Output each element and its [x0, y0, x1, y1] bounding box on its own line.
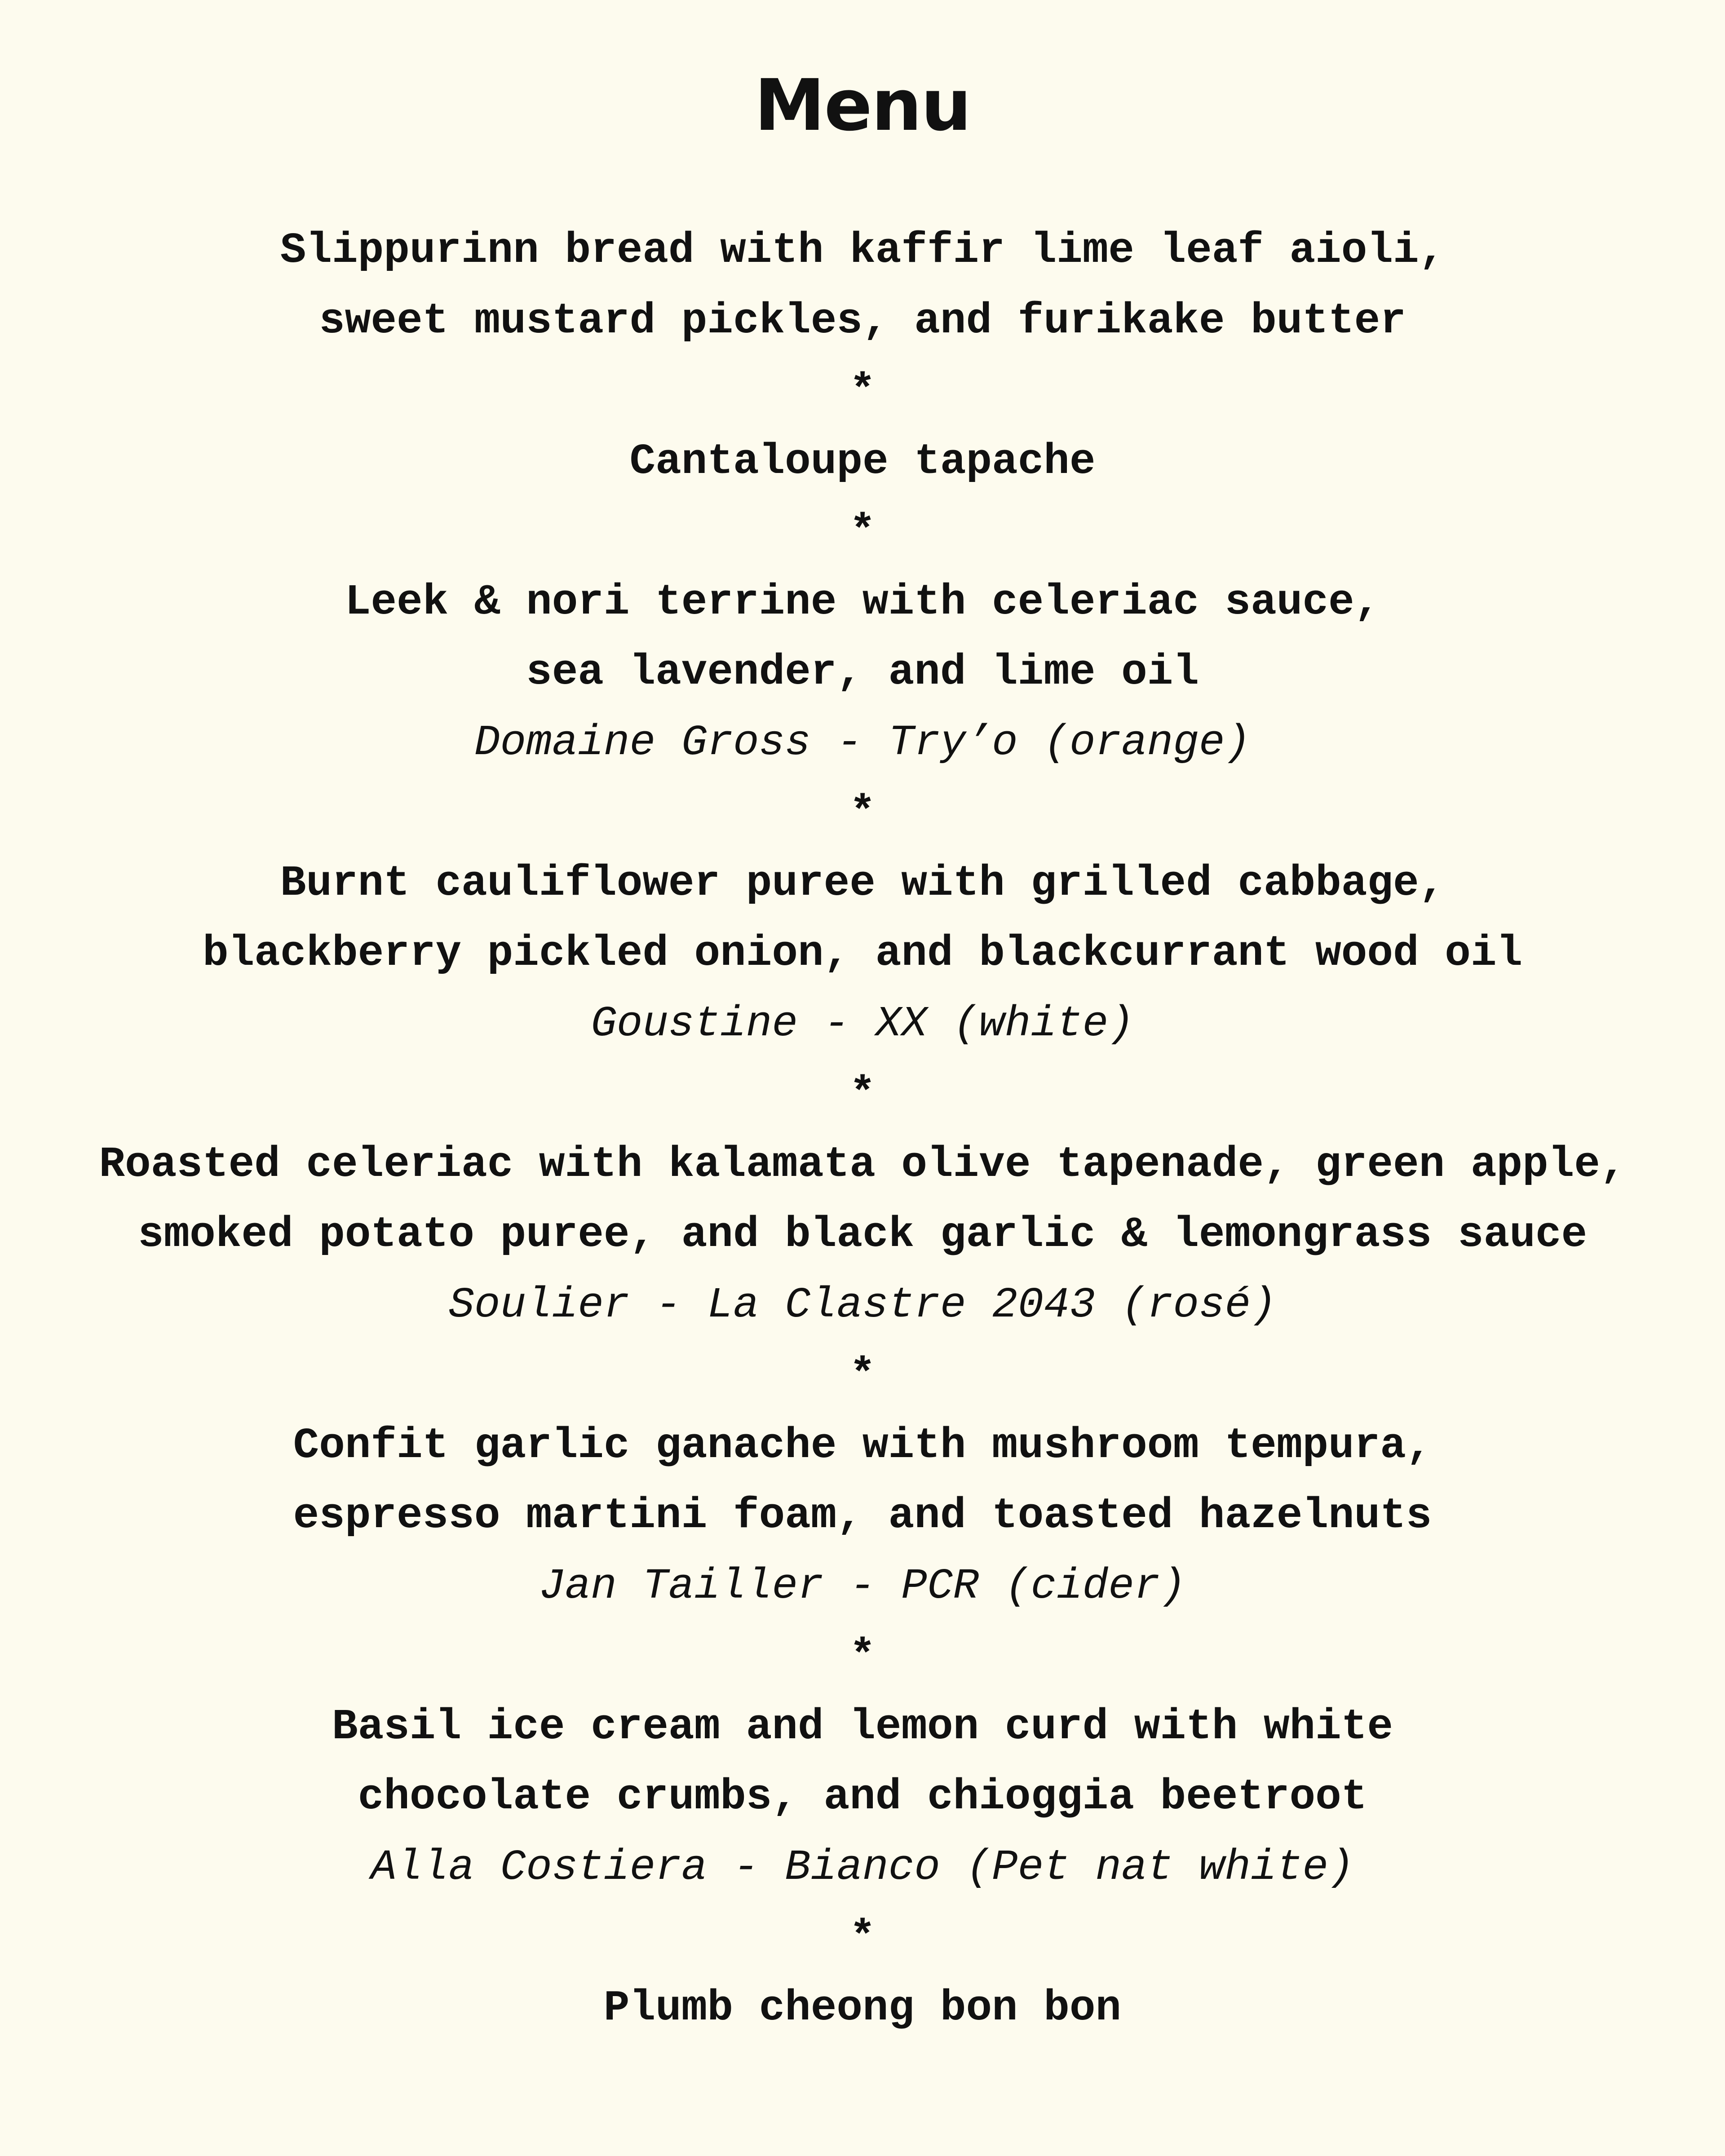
course-separator: *	[849, 788, 876, 837]
menu-list	[0, 216, 1725, 2043]
course-1-line-2: sweet mustard pickles, and furikake butter	[319, 296, 1406, 345]
course-3-line-2: sea lavender, and lime oil	[526, 648, 1199, 697]
course-6-line-2: espresso martini foam, and toasted hazelnuts	[293, 1491, 1432, 1540]
course-separator: *	[849, 1351, 876, 1400]
course-3-wine-pairing: Domaine Gross - Try’o (orange)	[474, 718, 1251, 767]
course-6-line-1: Confit garlic ganache with mushroom tempura,	[293, 1421, 1432, 1470]
course-3-line-1: Leek & nori terrine with celeriac sauce,	[345, 577, 1380, 627]
course-7-wine-pairing: Alla Costiera - Bianco (Pet nat white)	[371, 1842, 1354, 1892]
course-separator: *	[849, 367, 876, 415]
menu-title: Menu	[754, 64, 971, 147]
course-7-line-2: chocolate crumbs, and chioggia beetroot	[358, 1772, 1367, 1821]
course-2-line-1: Cantaloupe tapache	[629, 437, 1096, 486]
course-8-line-1: Plumb cheong bon bon	[603, 1983, 1122, 2032]
course-5-line-2: smoked potato puree, and black garlic & lemongrass sauce	[137, 1210, 1588, 1259]
course-4-wine-pairing: Goustine - XX (white)	[591, 999, 1134, 1048]
course-separator: *	[849, 1632, 876, 1681]
course-7-line-1: Basil ice cream and lemon curd with white	[332, 1702, 1393, 1751]
course-separator: *	[849, 1913, 876, 1962]
course-4-line-2: blackberry pickled onion, and blackcurrant wood oil	[202, 929, 1523, 978]
course-separator: *	[849, 1069, 876, 1118]
course-5-line-1: Roasted celeriac with kalamata olive tapenade, green apple,	[99, 1140, 1626, 1189]
course-5-wine-pairing: Soulier - La Clastre 2043 (rosé)	[448, 1280, 1277, 1330]
course-separator: *	[849, 507, 876, 556]
course-1-line-1: Slippurinn bread with kaffir lime leaf aioli,	[280, 226, 1445, 275]
course-4-line-1: Burnt cauliflower puree with grilled cabbage,	[280, 858, 1445, 908]
course-6-wine-pairing: Jan Tailler - PCR (cider)	[539, 1561, 1186, 1611]
